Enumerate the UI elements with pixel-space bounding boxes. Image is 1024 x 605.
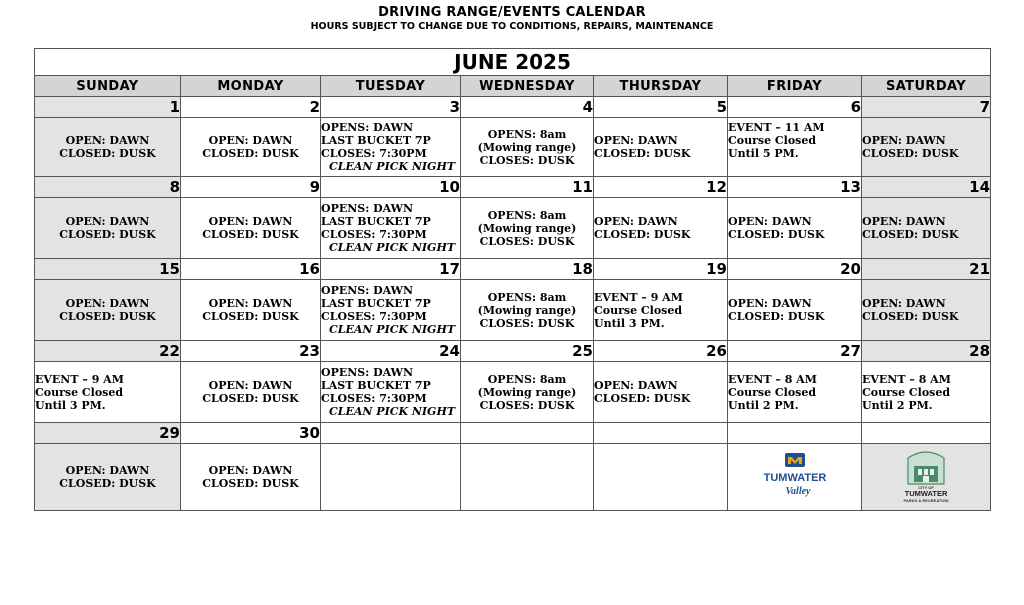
day-cell: OPEN: DAWN CLOSED: DUSK	[181, 198, 321, 259]
date-number: 19	[594, 259, 728, 280]
page-title: DRIVING RANGE/EVENTS CALENDAR	[378, 5, 646, 20]
day-cell: OPEN: DAWN CLOSED: DUSK	[594, 118, 728, 177]
event-cell: EVENT – 9 AM Course Closed Until 3 PM.	[35, 362, 181, 423]
date-number	[728, 423, 862, 444]
city-of-tumwater-logo	[890, 448, 962, 506]
event-cell: EVENT – 8 AM Course Closed Until 2 PM.	[862, 362, 991, 423]
date-number: 11	[461, 177, 594, 198]
empty-cell	[594, 444, 728, 511]
day-cell: OPENS: DAWN LAST BUCKET 7P CLOSES: 7:30PM CLEAN PICK NIGHT	[321, 198, 461, 259]
empty-cell	[321, 444, 461, 511]
date-number: 1	[35, 97, 181, 118]
svg-text:Valley: Valley	[785, 486, 810, 497]
date-number: 15	[35, 259, 181, 280]
city-hall-icon	[908, 452, 944, 484]
date-number: 16	[181, 259, 321, 280]
day-cell: OPEN: DAWN CLOSED: DUSK	[35, 444, 181, 511]
day-cell: OPENS: 8am (Mowing range) CLOSES: DUSK	[461, 362, 594, 423]
hours-row	[35, 198, 991, 259]
weekday-header-row	[35, 76, 991, 97]
day-cell: OPEN: DAWN CLOSED: DUSK	[181, 444, 321, 511]
date-number: 8	[35, 177, 181, 198]
day-cell: OPEN: DAWN CLOSED: DUSK	[862, 118, 991, 177]
date-number: 6	[728, 97, 862, 118]
weekday-thursday: THURSDAY	[594, 76, 728, 97]
day-cell: OPEN: DAWN CLOSED: DUSK	[35, 198, 181, 259]
valley-mark-icon	[785, 453, 805, 467]
date-number: 30	[181, 423, 321, 444]
date-number: 2	[181, 97, 321, 118]
date-number: 5	[594, 97, 728, 118]
date-number: 23	[181, 341, 321, 362]
date-number: 27	[728, 341, 862, 362]
date-number: 3	[321, 97, 461, 118]
day-cell: OPENS: DAWN LAST BUCKET 7P CLOSES: 7:30PM CLEAN PICK NIGHT	[321, 280, 461, 341]
day-cell: OPEN: DAWN CLOSED: DUSK	[862, 198, 991, 259]
date-row	[35, 423, 991, 444]
day-cell: OPEN: DAWN CLOSED: DUSK	[181, 362, 321, 423]
event-cell: EVENT – 8 AM Course Closed Until 2 PM.	[728, 362, 862, 423]
day-cell: OPEN: DAWN CLOSED: DUSK	[862, 280, 991, 341]
weekday-tuesday: TUESDAY	[321, 76, 461, 97]
svg-text:CITY OF: CITY OF	[918, 485, 934, 490]
day-cell: OPENS: 8am (Mowing range) CLOSES: DUSK	[461, 118, 594, 177]
weekday-saturday: SATURDAY	[862, 76, 991, 97]
date-number: 20	[728, 259, 862, 280]
date-number: 10	[321, 177, 461, 198]
date-number	[321, 423, 461, 444]
date-number: 17	[321, 259, 461, 280]
date-number: 24	[321, 341, 461, 362]
event-cell: EVENT – 11 AM Course Closed Until 5 PM.	[728, 118, 862, 177]
hours-row	[35, 362, 991, 423]
hours-row	[35, 444, 991, 511]
page-subtitle: HOURS SUBJECT TO CHANGE DUE TO CONDITIONS, REPAIRS, MAINTENANCE	[310, 21, 714, 32]
logo-cell	[862, 444, 991, 511]
day-cell: OPENS: DAWN LAST BUCKET 7P CLOSES: 7:30PM CLEAN PICK NIGHT	[321, 118, 461, 177]
svg-text:TUMWATER: TUMWATER	[904, 489, 948, 498]
day-cell: OPEN: DAWN CLOSED: DUSK	[594, 362, 728, 423]
date-row	[35, 97, 991, 118]
date-number: 13	[728, 177, 862, 198]
date-row	[35, 259, 991, 280]
day-cell: OPEN: DAWN CLOSED: DUSK	[181, 280, 321, 341]
day-cell: OPEN: DAWN CLOSED: DUSK	[594, 198, 728, 259]
day-cell: OPENS: 8am (Mowing range) CLOSES: DUSK	[461, 198, 594, 259]
date-number: 12	[594, 177, 728, 198]
day-cell: OPEN: DAWN CLOSED: DUSK	[35, 118, 181, 177]
svg-text:PARKS & RECREATION: PARKS & RECREATION	[903, 498, 949, 503]
logo-cell	[728, 444, 862, 511]
event-cell: EVENT – 9 AM Course Closed Until 3 PM.	[594, 280, 728, 341]
date-number: 14	[862, 177, 991, 198]
date-number: 21	[862, 259, 991, 280]
date-number: 28	[862, 341, 991, 362]
day-cell: OPENS: DAWN LAST BUCKET 7P CLOSES: 7:30PM CLEAN PICK NIGHT	[321, 362, 461, 423]
day-cell: OPEN: DAWN CLOSED: DUSK	[181, 118, 321, 177]
date-number: 4	[461, 97, 594, 118]
calendar-table	[34, 48, 991, 511]
date-number	[862, 423, 991, 444]
day-cell: OPEN: DAWN CLOSED: DUSK	[35, 280, 181, 341]
date-number	[594, 423, 728, 444]
weekday-wednesday: WEDNESDAY	[461, 76, 594, 97]
empty-cell	[461, 444, 594, 511]
date-row	[35, 177, 991, 198]
date-number: 29	[35, 423, 181, 444]
date-number: 22	[35, 341, 181, 362]
weekday-friday: FRIDAY	[728, 76, 862, 97]
hours-row	[35, 280, 991, 341]
day-cell: OPEN: DAWN CLOSED: DUSK	[728, 280, 862, 341]
date-number: 9	[181, 177, 321, 198]
weekday-monday: MONDAY	[181, 76, 321, 97]
date-number: 26	[594, 341, 728, 362]
tumwater-valley-logo	[755, 451, 835, 503]
weekday-sunday: SUNDAY	[35, 76, 181, 97]
date-number: 25	[461, 341, 594, 362]
day-cell: OPEN: DAWN CLOSED: DUSK	[728, 198, 862, 259]
date-row	[35, 341, 991, 362]
svg-text:TUMWATER: TUMWATER	[763, 472, 826, 484]
day-cell: OPENS: 8am (Mowing range) CLOSES: DUSK	[461, 280, 594, 341]
date-number: 18	[461, 259, 594, 280]
date-number: 7	[862, 97, 991, 118]
hours-row	[35, 118, 991, 177]
month-title: JUNE 2025	[35, 49, 991, 76]
date-number	[461, 423, 594, 444]
